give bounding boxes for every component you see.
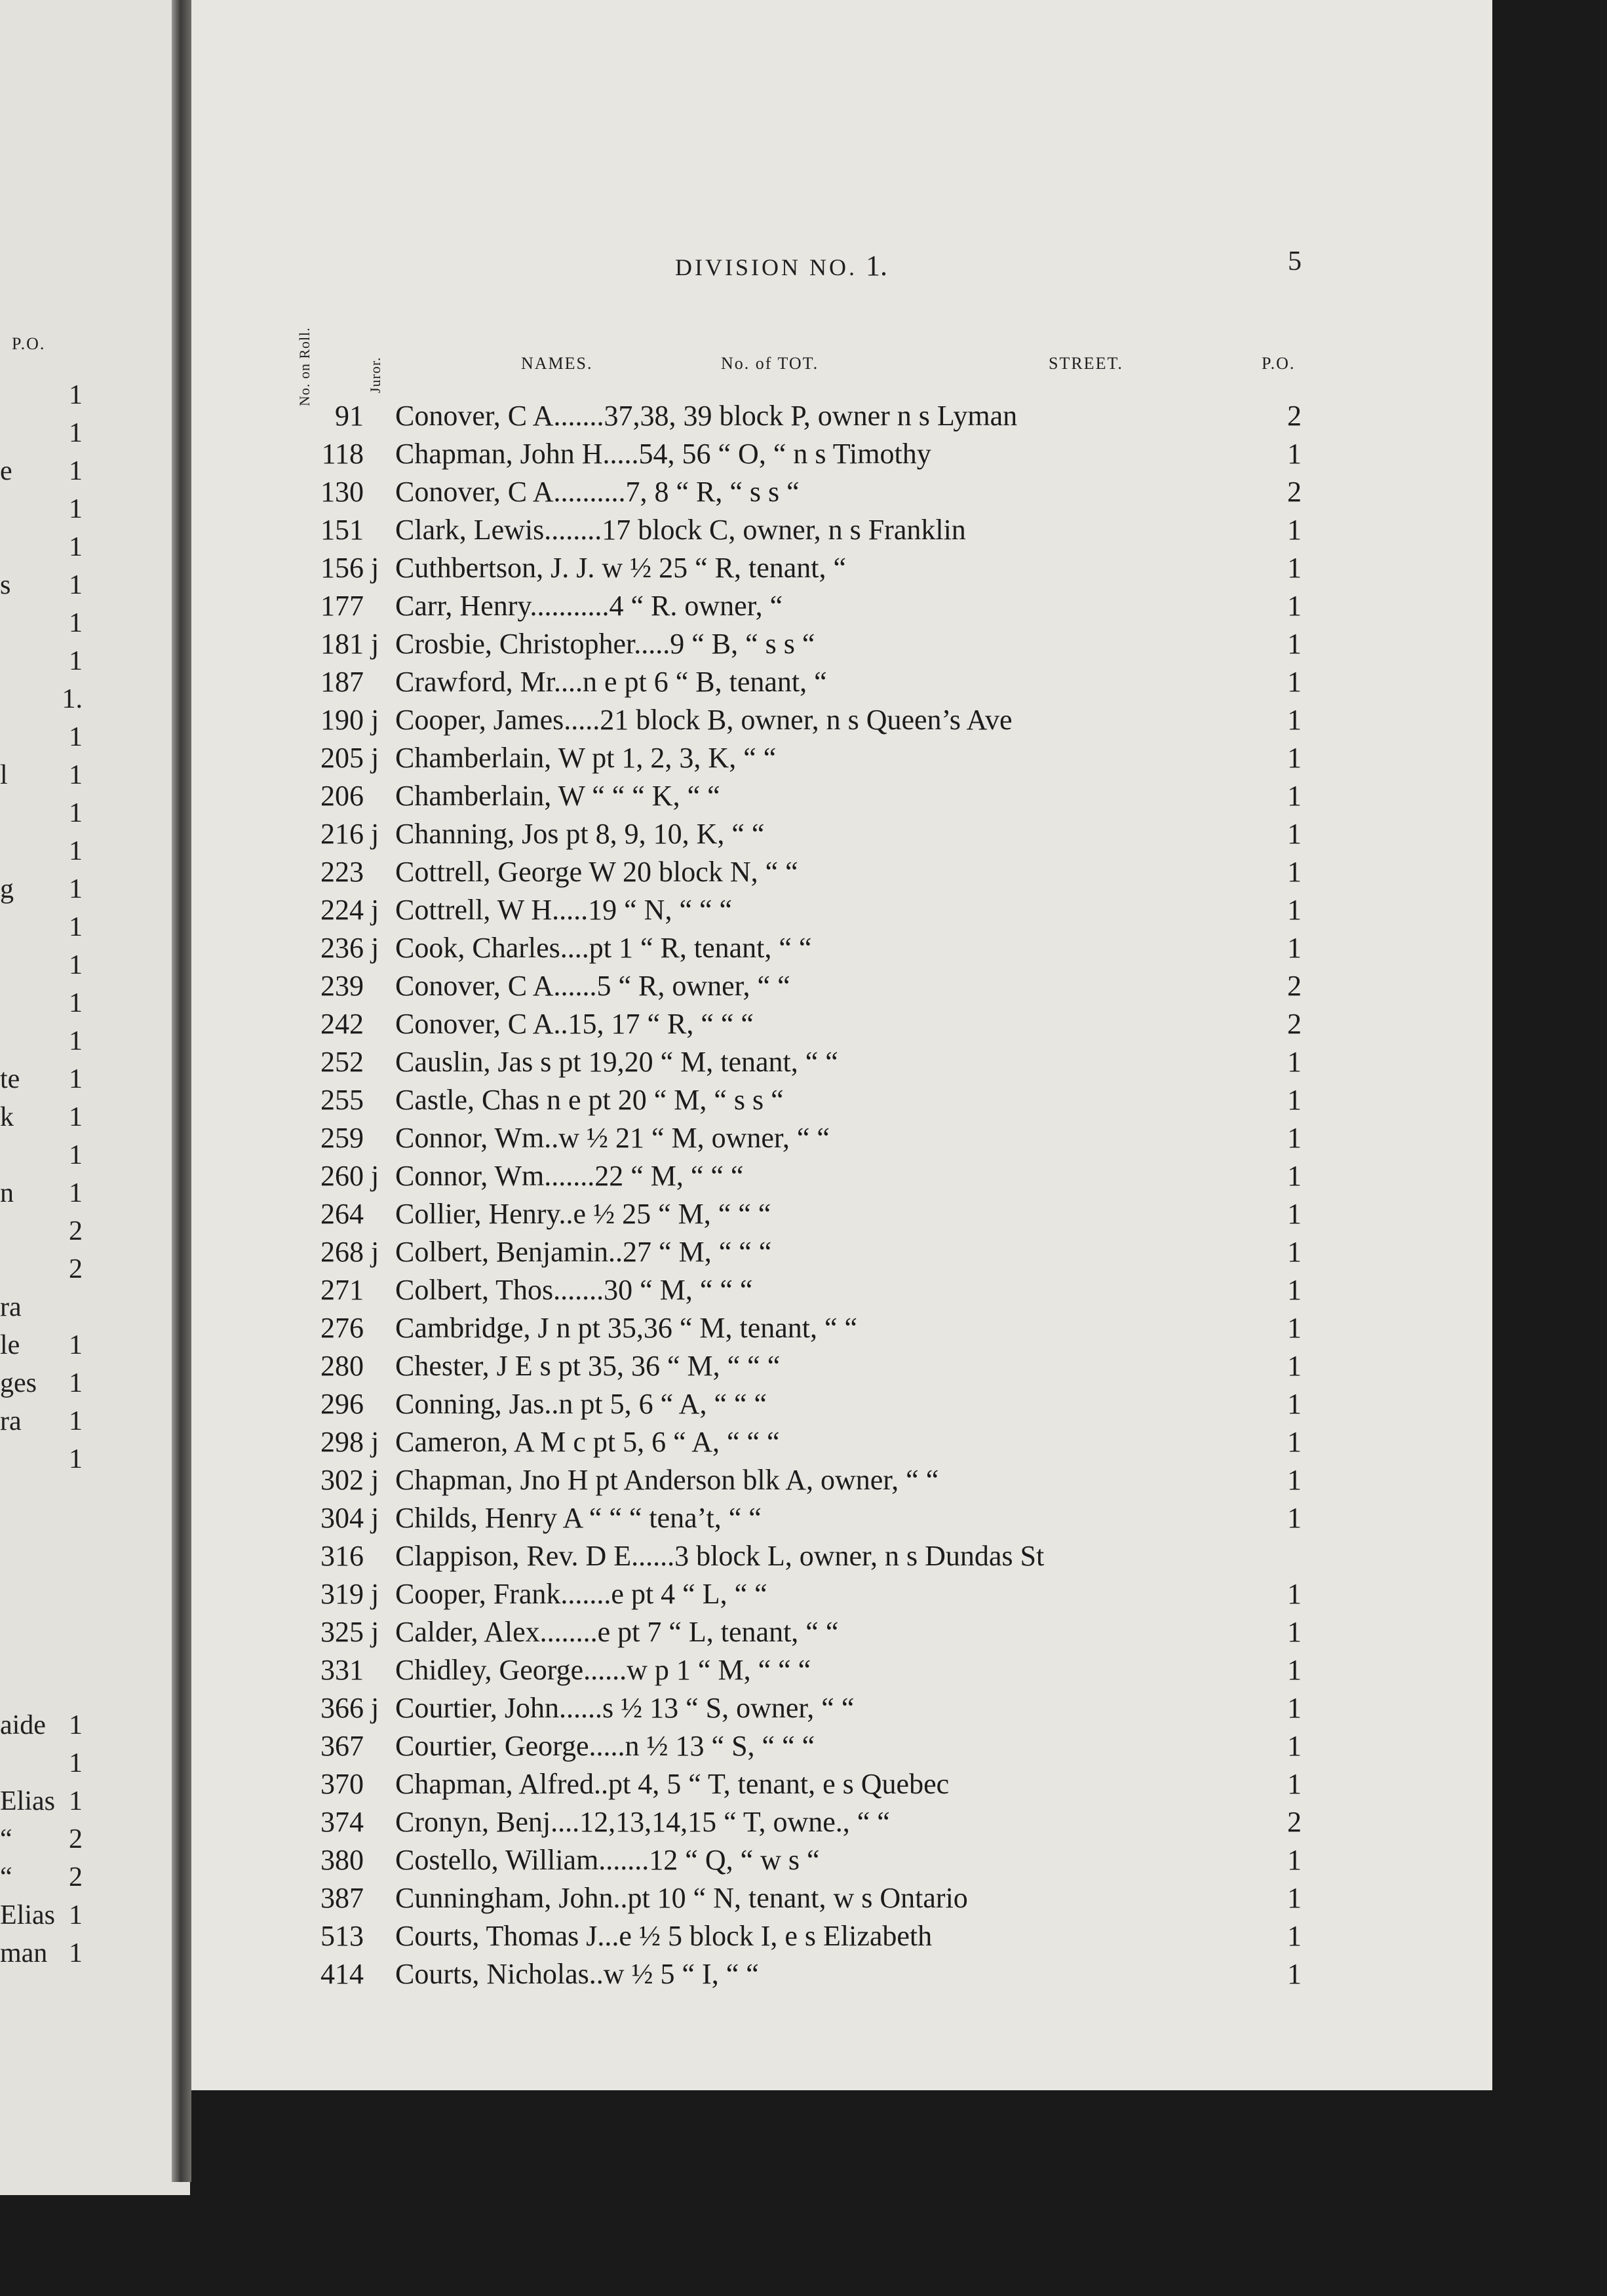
entry-row: [0, 1879, 1607, 1917]
entry-po: 2: [1287, 476, 1302, 508]
entry-po: 1: [1287, 1350, 1302, 1382]
entry-row: [0, 777, 1607, 815]
left-row-po: 1: [69, 418, 83, 448]
left-row-fragment: Elias: [0, 1900, 55, 1930]
entry-po: 1: [1287, 780, 1302, 812]
entry-text: Chapman, Alfred..pt 4, 5 “ T, tenant, e s Quebec: [395, 1768, 950, 1800]
entry-po: 1: [1287, 1768, 1302, 1800]
entry-row: [0, 1803, 1607, 1841]
entry-text: Conning, Jas..n pt 5, 6 “ A, “ “ “: [395, 1388, 767, 1420]
entry-text: Cuthbertson, J. J. w ½ 25 “ R, tenant, “: [395, 552, 847, 584]
entry-po: 1: [1287, 1046, 1302, 1078]
entry-po: 1: [1287, 1236, 1302, 1268]
entry-text: Crawford, Mr....n e pt 6 “ B, tenant, “: [395, 666, 827, 698]
left-row-fragment: e: [0, 456, 12, 486]
juror-mark: j: [371, 1464, 379, 1496]
left-row-po: 2: [69, 1254, 83, 1284]
entry-po: 1: [1287, 1312, 1302, 1344]
entry-row: [0, 929, 1607, 967]
roll-number: 130: [320, 476, 364, 508]
entry-row: [0, 1727, 1607, 1765]
entry-row: [0, 625, 1607, 663]
roll-number: 271: [320, 1274, 364, 1306]
entry-po: 1: [1287, 1616, 1302, 1648]
tot-column-header: No. of TOT.: [721, 354, 819, 373]
entry-row: [0, 1195, 1607, 1233]
entry-po: 2: [1287, 970, 1302, 1002]
roll-number: 268: [320, 1236, 364, 1268]
entry-po: 1: [1287, 1958, 1302, 1990]
left-row-fragment: “: [0, 1824, 12, 1854]
running-head: [675, 249, 887, 282]
entry-text: Courtier, George.....n ½ 13 “ S, “ “ “: [395, 1730, 815, 1762]
roll-number: 190: [320, 704, 364, 736]
roll-number: 302: [320, 1464, 364, 1496]
juror-mark: j: [371, 1160, 379, 1192]
entry-row: [0, 853, 1607, 891]
roll-number: 177: [320, 590, 364, 622]
entry-po: 2: [1287, 1008, 1302, 1040]
entry-text: Courts, Thomas J...e ½ 5 block I, e s Elizabeth: [395, 1920, 933, 1952]
roll-number: 366: [320, 1692, 364, 1724]
entry-text: Cronyn, Benj....12,13,14,15 “ T, owne., “ “: [395, 1806, 890, 1838]
left-row-po: 2: [69, 1216, 83, 1246]
entry-text: Childs, Henry A “ “ “ tena’t, “ “: [395, 1502, 762, 1534]
entry-row: [0, 1461, 1607, 1499]
entry-row: [0, 891, 1607, 929]
left-row-po: 1: [69, 1330, 83, 1360]
entry-row: [0, 1651, 1607, 1689]
juror-mark: j: [371, 1616, 379, 1648]
juror-mark: j: [371, 1502, 379, 1534]
left-row-fragment: ra: [0, 1406, 22, 1436]
entry-text: Conover, C A......5 “ R, owner, “ “: [395, 970, 790, 1002]
entry-row: [0, 1385, 1607, 1423]
entry-text: Costello, William.......12 “ Q, “ w s “: [395, 1844, 820, 1876]
left-row-po: 1: [69, 1900, 83, 1930]
entry-po: 1: [1287, 1464, 1302, 1496]
entry-po: 1: [1287, 1426, 1302, 1458]
entry-po: 2: [1287, 400, 1302, 432]
entry-text: Chamberlain, W pt 1, 2, 3, K, “ “: [395, 742, 777, 774]
left-row-po: 1: [69, 1444, 83, 1474]
roll-number: 259: [320, 1122, 364, 1154]
entry-row: [0, 1917, 1607, 1955]
roll-number: 325: [320, 1616, 364, 1648]
left-row-po: 1: [69, 380, 83, 410]
left-row-po: 2: [69, 1824, 83, 1854]
left-row-po: 1: [69, 646, 83, 676]
roll-column-header: No. on Roll.: [296, 327, 313, 406]
left-row-po: 1: [69, 1368, 83, 1398]
entry-text: Chamberlain, W “ “ “ K, “ “: [395, 780, 720, 812]
entry-row: [0, 1537, 1607, 1575]
entry-text: Conover, C A..15, 17 “ R, “ “ “: [395, 1008, 754, 1040]
entry-row: [0, 1119, 1607, 1157]
roll-number: 187: [320, 666, 364, 698]
entry-row: [0, 1043, 1607, 1081]
entry-row: [0, 587, 1607, 625]
entry-row: [0, 1423, 1607, 1461]
left-row-fragment: s: [0, 570, 11, 600]
roll-number: 380: [320, 1844, 364, 1876]
entry-text: Crosbie, Christopher.....9 “ B, “ s s “: [395, 628, 815, 660]
roll-number: 239: [320, 970, 364, 1002]
roll-number: 414: [320, 1958, 364, 1990]
entry-po: 1: [1287, 1198, 1302, 1230]
running-head-text: DIVISION NO.: [675, 254, 857, 280]
entry-row: [0, 1005, 1607, 1043]
division-number: 1.: [865, 250, 887, 282]
roll-number: 260: [320, 1160, 364, 1192]
entry-po: 1: [1287, 666, 1302, 698]
roll-number: 156: [320, 552, 364, 584]
entry-row: [0, 473, 1607, 511]
left-row-po: 1: [69, 1938, 83, 1968]
names-column-header: NAMES.: [521, 354, 593, 373]
entry-po: 1: [1287, 438, 1302, 470]
roll-number: 370: [320, 1768, 364, 1800]
roll-number: 118: [321, 438, 364, 470]
juror-mark: j: [371, 628, 379, 660]
juror-mark: j: [371, 1692, 379, 1724]
entry-po: 1: [1287, 1844, 1302, 1876]
roll-number: 513: [320, 1920, 364, 1952]
entry-po: 1: [1287, 1274, 1302, 1306]
entry-text: Clappison, Rev. D E......3 block L, owner, n s Dundas St: [395, 1540, 1045, 1572]
left-row-po: 1: [69, 1748, 83, 1778]
entry-row: [0, 397, 1607, 435]
entry-row: [0, 1575, 1607, 1613]
left-row-po: 1: [69, 494, 83, 524]
left-row-po: 1: [69, 1786, 83, 1816]
left-row-po: 1: [69, 874, 83, 904]
left-row-fragment: l: [0, 760, 8, 790]
entry-row: [0, 1613, 1607, 1651]
juror-column-header: Juror.: [367, 356, 383, 393]
left-row-po: 1: [69, 760, 83, 790]
roll-number: 367: [320, 1730, 364, 1762]
entry-text: Channing, Jos pt 8, 9, 10, K, “ “: [395, 818, 765, 850]
page-number: 5: [1288, 246, 1302, 277]
left-row-fragment: man: [0, 1938, 48, 1968]
entry-row: [0, 1309, 1607, 1347]
entry-text: Collier, Henry..e ½ 25 “ M, “ “ “: [395, 1198, 771, 1230]
entry-po: 1: [1287, 1502, 1302, 1534]
roll-number: 242: [320, 1008, 364, 1040]
entry-text: Conover, C A..........7, 8 “ R, “ s s “: [395, 476, 800, 508]
entry-row: [0, 701, 1607, 739]
juror-mark: j: [371, 1578, 379, 1610]
entry-text: Conover, C A.......37,38, 39 block P, owner n s Lyman: [395, 400, 1018, 432]
entry-row: [0, 511, 1607, 549]
entry-text: Cooper, Frank.......e pt 4 “ L, “ “: [395, 1578, 767, 1610]
entry-text: Calder, Alex........e pt 7 “ L, tenant, “ “: [395, 1616, 839, 1648]
entry-row: [0, 815, 1607, 853]
left-row-po: 1: [69, 1102, 83, 1132]
entry-text: Connor, Wm..w ½ 21 “ M, owner, “ “: [395, 1122, 830, 1154]
left-row-fragment: n: [0, 1178, 14, 1208]
left-row-po: 1: [69, 1064, 83, 1094]
entry-po: 1: [1287, 1882, 1302, 1914]
entry-text: Clark, Lewis........17 block C, owner, n s Franklin: [395, 514, 966, 546]
left-row-po: 1: [69, 912, 83, 942]
juror-mark: j: [371, 932, 379, 964]
left-row-fragment: Elias: [0, 1786, 55, 1816]
left-row-po: 1: [69, 950, 83, 980]
left-row-fragment: ra: [0, 1292, 22, 1322]
juror-mark: j: [371, 1426, 379, 1458]
juror-mark: j: [371, 552, 379, 584]
entry-text: Connor, Wm.......22 “ M, “ “ “: [395, 1160, 744, 1192]
left-row-po: 1: [69, 456, 83, 486]
entry-row: [0, 1499, 1607, 1537]
left-row-po: 1: [69, 1710, 83, 1740]
entry-row: [0, 1233, 1607, 1271]
left-row-po: 1: [69, 1140, 83, 1170]
entry-row: [0, 1271, 1607, 1309]
left-row-po: 1: [69, 532, 83, 562]
entry-po: 1: [1287, 590, 1302, 622]
roll-number: 280: [320, 1350, 364, 1382]
entry-text: Causlin, Jas s pt 19,20 “ M, tenant, “ “: [395, 1046, 838, 1078]
entry-row: [0, 967, 1607, 1005]
entry-text: Colbert, Benjamin..27 “ M, “ “ “: [395, 1236, 772, 1268]
entry-po: 1: [1287, 1578, 1302, 1610]
entry-row: [0, 435, 1607, 473]
voter-list: [0, 397, 1607, 1993]
entry-text: Courts, Nicholas..w ½ 5 “ I, “ “: [395, 1958, 759, 1990]
entry-text: Chidley, George......w p 1 “ M, “ “ “: [395, 1654, 811, 1686]
entry-text: Chester, J E s pt 35, 36 “ M, “ “ “: [395, 1350, 781, 1382]
roll-number: 181: [320, 628, 364, 660]
po-column-header: P.O.: [1262, 354, 1296, 373]
street-column-header: STREET.: [1049, 354, 1123, 373]
entry-row: [0, 739, 1607, 777]
juror-mark: j: [371, 742, 379, 774]
entry-row: [0, 1347, 1607, 1385]
entry-text: Cottrell, W H.....19 “ N, “ “ “: [395, 894, 733, 926]
roll-number: 224: [320, 894, 364, 926]
left-row-po: 2: [69, 1862, 83, 1892]
left-row-fragment: le: [0, 1330, 20, 1360]
entry-po: 1: [1287, 1388, 1302, 1420]
entry-po: 1: [1287, 856, 1302, 888]
entry-po: 1: [1287, 1730, 1302, 1762]
entry-po: 1: [1287, 552, 1302, 584]
entry-text: Chapman, Jno H pt Anderson blk A, owner, “ “: [395, 1464, 939, 1496]
left-row-po: 1: [69, 608, 83, 638]
roll-number: 223: [320, 856, 364, 888]
left-row-fragment: “: [0, 1862, 12, 1892]
entry-row: [0, 663, 1607, 701]
roll-number: 236: [320, 932, 364, 964]
roll-number: 331: [320, 1654, 364, 1686]
entry-text: Carr, Henry...........4 “ R. owner, “: [395, 590, 783, 622]
entry-row: [0, 1081, 1607, 1119]
left-row-po: 1: [69, 798, 83, 828]
juror-mark: j: [371, 894, 379, 926]
entry-text: Colbert, Thos.......30 “ M, “ “ “: [395, 1274, 753, 1306]
left-row-fragment: aide: [0, 1710, 46, 1740]
roll-number: 91: [335, 400, 364, 432]
roll-number: 151: [320, 514, 364, 546]
entry-po: 1: [1287, 742, 1302, 774]
roll-number: 296: [320, 1388, 364, 1420]
entry-po: 1: [1287, 1692, 1302, 1724]
left-row-fragment: g: [0, 874, 14, 904]
entry-po: 2: [1287, 1806, 1302, 1838]
entry-po: 1: [1287, 932, 1302, 964]
left-row-po: 1: [69, 1406, 83, 1436]
roll-number: 264: [320, 1198, 364, 1230]
left-row-po: 1: [69, 836, 83, 866]
entry-text: Cunningham, John..pt 10 “ N, tenant, w s Ontario: [395, 1882, 968, 1914]
entry-row: [0, 1689, 1607, 1727]
entry-row: [0, 1765, 1607, 1803]
roll-number: 216: [320, 818, 364, 850]
left-row-fragment: ges: [0, 1368, 37, 1398]
entry-text: Cook, Charles....pt 1 “ R, tenant, “ “: [395, 932, 812, 964]
entry-text: Cameron, A M c pt 5, 6 “ A, “ “ “: [395, 1426, 780, 1458]
left-row-po: 1: [69, 722, 83, 752]
roll-number: 298: [320, 1426, 364, 1458]
entry-text: Chapman, John H.....54, 56 “ O, “ n s Timothy: [395, 438, 931, 470]
entry-po: 1: [1287, 514, 1302, 546]
juror-mark: j: [371, 704, 379, 736]
roll-number: 319: [320, 1578, 364, 1610]
entry-po: 1: [1287, 894, 1302, 926]
entry-po: 1: [1287, 1084, 1302, 1116]
entry-row: [0, 1955, 1607, 1993]
left-row-po: 1: [69, 570, 83, 600]
entry-row: [0, 1157, 1607, 1195]
juror-mark: j: [371, 818, 379, 850]
entry-po: 1: [1287, 1122, 1302, 1154]
left-row-po: 1: [69, 1026, 83, 1056]
left-row-po: 1: [69, 988, 83, 1018]
entry-row: [0, 1841, 1607, 1879]
entry-po: 1: [1287, 628, 1302, 660]
entry-text: Cambridge, J n pt 35,36 “ M, tenant, “ “: [395, 1312, 858, 1344]
entry-text: Cottrell, George W 20 block N, “ “: [395, 856, 798, 888]
roll-number: 276: [320, 1312, 364, 1344]
roll-number: 205: [320, 742, 364, 774]
entry-po: 1: [1287, 1920, 1302, 1952]
entry-row: [0, 549, 1607, 587]
roll-number: 206: [320, 780, 364, 812]
left-row-po: 1.: [62, 684, 83, 714]
entry-po: 1: [1287, 818, 1302, 850]
entry-text: Castle, Chas n e pt 20 “ M, “ s s “: [395, 1084, 784, 1116]
roll-number: 252: [320, 1046, 364, 1078]
roll-number: 304: [320, 1502, 364, 1534]
left-po-header: P.O.: [12, 334, 46, 353]
entry-po: 1: [1287, 1160, 1302, 1192]
roll-number: 316: [320, 1540, 364, 1572]
left-row-fragment: k: [0, 1102, 14, 1132]
juror-mark: j: [371, 1236, 379, 1268]
entry-po: 1: [1287, 1654, 1302, 1686]
roll-number: 387: [320, 1882, 364, 1914]
entry-po: 1: [1287, 704, 1302, 736]
left-row-po: 1: [69, 1178, 83, 1208]
roll-number: 255: [320, 1084, 364, 1116]
roll-number: 374: [320, 1806, 364, 1838]
entry-text: Courtier, John......s ½ 13 “ S, owner, “ “: [395, 1692, 855, 1724]
entry-text: Cooper, James.....21 block B, owner, n s Queen’s Ave: [395, 704, 1013, 736]
left-row-fragment: te: [0, 1064, 20, 1094]
